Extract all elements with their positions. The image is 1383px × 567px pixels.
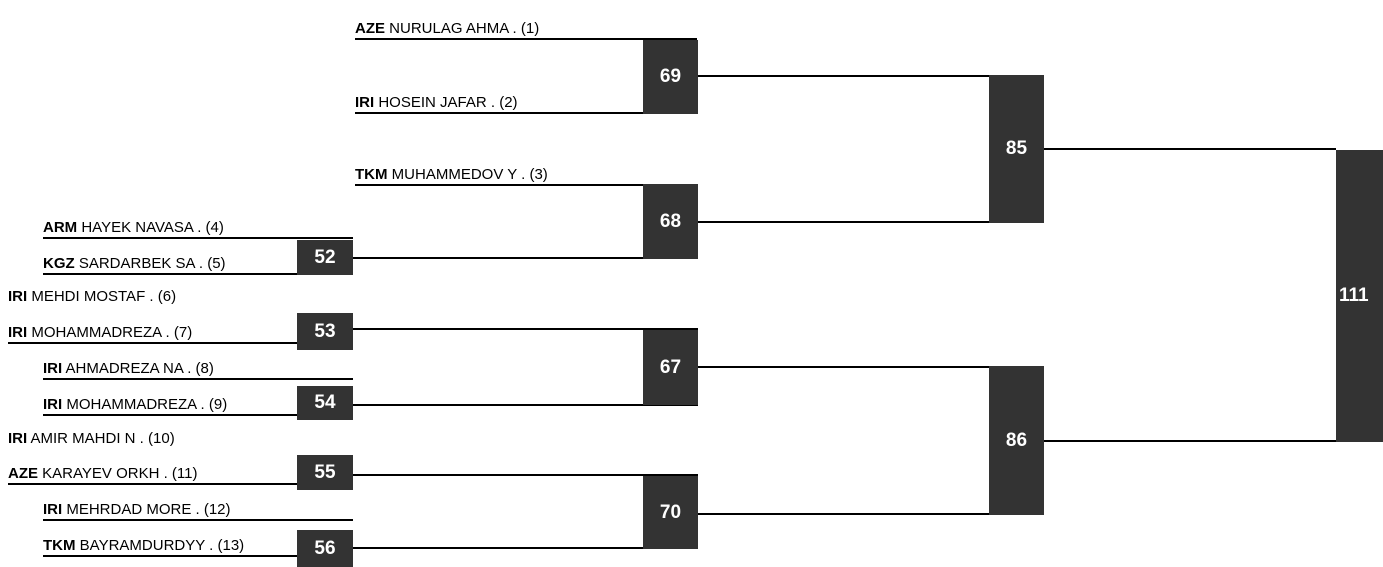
- athlete-name: MEHRDAD MORE . (12): [66, 501, 231, 518]
- country-code: IRI: [355, 94, 375, 111]
- match-box-53: 53: [297, 313, 353, 350]
- country-code: IRI: [43, 396, 63, 413]
- athlete-name: MOHAMMADREZA . (7): [31, 324, 193, 341]
- match-box-111: 111: [1336, 150, 1383, 442]
- country-code: TKM: [43, 537, 76, 554]
- entry-7: [8, 322, 298, 344]
- athlete-name: HAYEK NAVASA . (4): [81, 219, 224, 236]
- entry-5: [43, 253, 297, 275]
- athlete-name: AMIR MAHDI N . (10): [30, 430, 175, 447]
- connector-85: [1044, 148, 1336, 150]
- entry-8: [43, 358, 353, 380]
- athlete-name: KARAYEV ORKH . (11): [42, 465, 198, 482]
- match-box-68: 68: [643, 184, 698, 259]
- match-box-86: 86: [989, 366, 1044, 515]
- athlete-name: MOHAMMADREZA . (9): [66, 396, 228, 413]
- entry-3: [355, 164, 697, 186]
- match-box-55: 55: [297, 455, 353, 490]
- match-box-67: 67: [643, 330, 698, 405]
- country-code: AZE: [8, 465, 38, 482]
- match-box-70: 70: [643, 476, 698, 549]
- entry-4: [43, 217, 353, 239]
- match-box-69: 69: [643, 40, 698, 114]
- entry-1: [355, 18, 697, 40]
- entry-12: [43, 499, 353, 521]
- athlete-name: NURULAG AHMA . (1): [389, 20, 540, 37]
- athlete-name: MEHDI MOSTAF . (6): [31, 288, 177, 305]
- entry-10: [8, 428, 298, 450]
- athlete-name: AHMADREZA NA . (8): [65, 360, 214, 377]
- country-code: IRI: [8, 430, 28, 447]
- entry-13: [43, 535, 297, 557]
- entry-11: [8, 463, 298, 485]
- country-code: ARM: [43, 219, 78, 236]
- match-box-52: 52: [297, 240, 353, 275]
- entry-6: [8, 286, 298, 308]
- country-code: KGZ: [43, 255, 75, 272]
- match-box-85: 85: [989, 75, 1044, 223]
- country-code: IRI: [43, 360, 63, 377]
- match-box-54: 54: [297, 386, 353, 420]
- country-code: TKM: [355, 166, 388, 183]
- match-box-56: 56: [297, 530, 353, 567]
- country-code: IRI: [43, 501, 63, 518]
- entry-9: [43, 394, 297, 416]
- country-code: AZE: [355, 20, 385, 37]
- connector-86: [1044, 440, 1336, 442]
- country-code: IRI: [8, 324, 28, 341]
- athlete-name: BAYRAMDURDYY . (13): [79, 537, 245, 554]
- athlete-name: SARDARBEK SA . (5): [78, 255, 226, 272]
- athlete-name: HOSEIN JAFAR . (2): [378, 94, 518, 111]
- athlete-name: MUHAMMEDOV Y . (3): [391, 166, 548, 183]
- country-code: IRI: [8, 288, 28, 305]
